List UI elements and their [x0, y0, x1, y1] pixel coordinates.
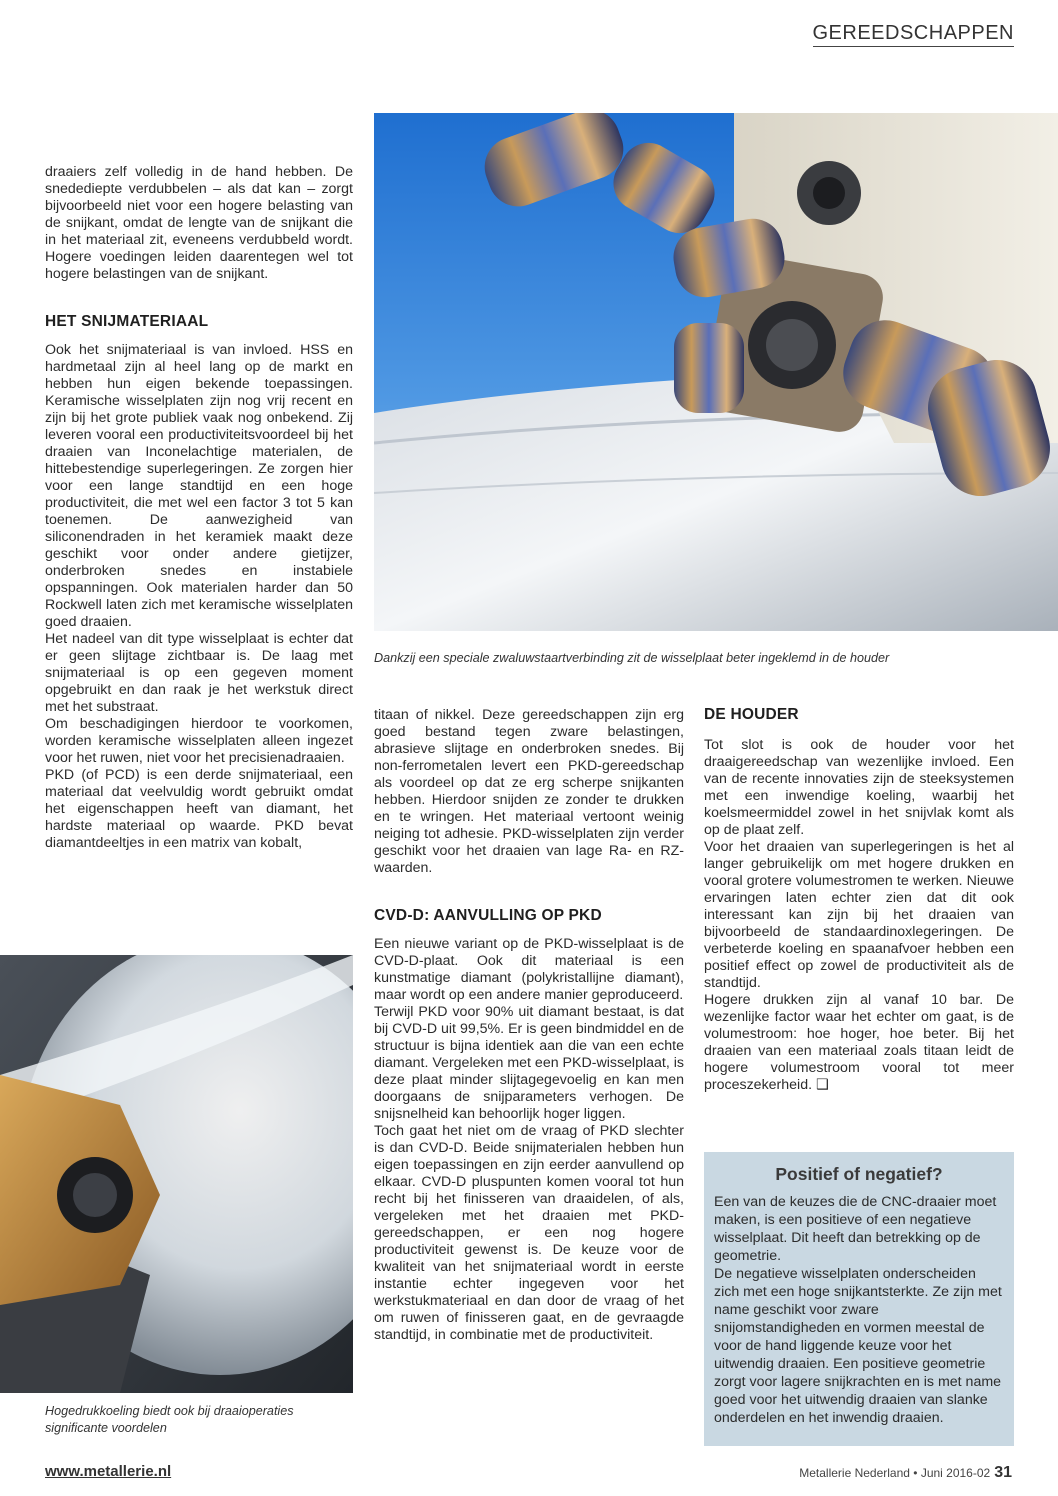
- heading-snijmateriaal: HET SNIJMATERIAAL: [45, 313, 209, 330]
- column-1: [45, 164, 353, 852]
- publication-info: Metallerie Nederland • Juni 2016-02: [799, 1466, 991, 1480]
- paragraph: Voor het draaien van superlegeringen is het al langer gebruikelijk om met hogere drukken en vooral grotere volumestromen te werken. Nieuwe ervaringen laten echter zien dat dit ook interessant kan zijn bij het draaien van bijvoorbeeld de standaardinoxlegeringen. De verbeterde koeling en spaanafvoer hebben een positief effect op zowel de productiviteit als de standtijd.: [704, 839, 1014, 991]
- column-3: [704, 706, 1014, 1094]
- paragraph: Om beschadigingen hierdoor te voorkomen, worden keramische wisselplaten alleen ingezet voor het ruwen, niet voor het precisienadraaien.: [45, 716, 353, 766]
- caption-top: Dankzij een speciale zwaluwstaartverbinding zit de wisselplaat beter ingeklemd in de houder: [374, 651, 890, 665]
- paragraph: Het nadeel van dit type wisselplaat is echter dat er geen slijtage zichtbaar is. De laag met snijmateriaal is op een gegeven moment opgebruikt en dan raak je het werkstuk direct met het substraat.: [45, 631, 353, 715]
- heading-houder: DE HOUDER: [704, 706, 799, 723]
- paragraph: Terwijl PKD voor 90% uit diamant bestaat, is dat bij CVD-D uit 99,5%. Er is geen bindmiddel en de structuur is bijna identiek aan die van een echte diamant. Vergeleken met een PKD-wisselplaat, is deze plaat minder slijtagegevoelig en kan men doorgaans de snijparameters verhogen. De snijsnelheid kan behoorlijk hoger liggen.: [374, 1004, 684, 1122]
- sidebar-paragraph: Een van de keuzes die de CNC-draaier moet maken, is een positieve of een negatieve wisselplaat. Dit heeft dan betrekking op de geometrie.: [714, 1194, 997, 1264]
- paragraph: Hogere drukken zijn al vanaf 10 bar. De wezenlijke factor waar het echter om gaat, is de volumestroom: hoe hoger, hoe beter. Bij het draaien van een materiaal zoals titaan leidt de hogere volumestroom vooral tot meer proceszekerheid. ❑: [704, 992, 1014, 1093]
- paragraph: draaiers zelf volledig in de hand hebben. De snedediepte verdubbelen – als dat kan – zorgt bijvoorbeeld niet voor een hogere belasting van de snijkant, omdat de lengte van de snijkant die in het materiaal zit, eveneens verdubbeld wordt. Hogere voedingen leiden daarentegen wel tot hogere belastingen van de snijkant.: [45, 164, 353, 282]
- caption-bottom: Hogedrukkoeling biedt ook bij draaioperaties significante voordelen: [45, 1404, 294, 1435]
- column-2: [374, 707, 684, 1344]
- photo-insert-holder: [374, 113, 1058, 631]
- paragraph: PKD (of PCD) is een derde snijmateriaal, een materiaal dat veelvuldig wordt gebruikt omdat het eigenschappen heeft van diamant, het hardste materiaal op waarde. PKD bevat diamantdeeltjes in een matrix van kobalt,: [45, 767, 353, 851]
- page-number: 31: [994, 1464, 1012, 1481]
- paragraph: Tot slot is ook de houder voor het draaigereedschap van wezenlijke invloed. Een van de recente innovaties zijn de steeksystemen met een inwendige koeling, waarbij het koelsmeermiddel zowel in het snijvlak komt als op de plaat zelf.: [704, 737, 1014, 838]
- heading-cvd-d: CVD-D: AANVULLING OP PKD: [374, 907, 602, 924]
- paragraph: Ook het snijmateriaal is van invloed. HSS en hardmetaal zijn al heel lang op de markt en hebben hun eigen bekende toepassingen. Keramische wisselplaten zijn nog vrij recent en zijn bij het grote publiek vaak nog onbekend. Zij leveren vooral een productiviteitsvoordeel bij het draaien van Inconelachtige materialen, de hittebestendige superlegeringen. Ze zorgen hier voor een lange standtijd en een hoge productiviteit, die met wel een factor 3 tot 5 kan toenemen. De aanwezigheid van siliconendraden in het keramiek maakt deze geschikt voor onder andere gietijzer, onderbroken snedes en instabiele opspanningen. Ook materialen harder dan 50 Rockwell laten zich met keramische wisselplaten goed draaien.: [45, 342, 353, 630]
- sidebar-box: [704, 1152, 1014, 1446]
- sidebar-paragraph: De negatieve wisselplaten onderscheiden zich met een hoge snijkantsterkte. Ze zijn met name geschikt voor zware snijomstandigheden en vormen meestal de voor de hand liggende keuze voor het uitwendig draaien. Een positieve geometrie zorgt voor lagere snijkrachten en is met name goed voor het uitwendig draaien van slanke onderdelen en het inwendig draaien.: [714, 1266, 1002, 1426]
- footer-publication: [799, 1464, 1012, 1482]
- paragraph: Een nieuwe variant op de PKD-wisselplaat is de CVD-D-plaat. Ook dit materiaal is een kunstmatige diamant (polykristallijne diamant), maar wordt op een andere manier geproduceerd.: [374, 936, 684, 1003]
- website-link[interactable]: www.metallerie.nl: [45, 1463, 172, 1480]
- photo-coolant-spray: [0, 955, 353, 1393]
- section-label: GEREEDSCHAPPEN: [813, 22, 1015, 47]
- paragraph: Toch gaat het niet om de vraag of PKD slechter is dan CVD-D. Beide snijmaterialen hebben hun eigen toepassingen en zijn eerder aanvullend op elkaar. CVD-D pluspunten komen vooral tot hun recht bij het finisseren van draaidelen, of als, vergeleken met het draaien met PKD-gereedschappen, er een nog hogere productiviteit gewenst is. De keuze voor de kwaliteit van het snijmateriaal wordt in eerste instantie echter ingegeven voor het werkstukmateriaal en dan door de vraag of het om ruwen of finisseren gaat, en de gevraagde standtijd, in combinatie met de productiviteit.: [374, 1123, 684, 1343]
- paragraph: titaan of nikkel. Deze gereedschappen zijn erg goed bestand tegen zware belastingen, abrasieve slijtage en onderbroken snedes. Bij non-ferrometalen levert een PKD-gereedschap als voordeel op dat ze erg scherpe snijkanten hebben. Hierdoor snijden ze zonder te drukken en te wringen. Het materiaal vertoont weinig neiging tot adhesie. PKD-wisselplaten zijn verder geschikt voor het draaien van lage Ra- en RZ-waarden.: [374, 707, 684, 876]
- sidebar-title: Positief of negatief?: [775, 1164, 943, 1184]
